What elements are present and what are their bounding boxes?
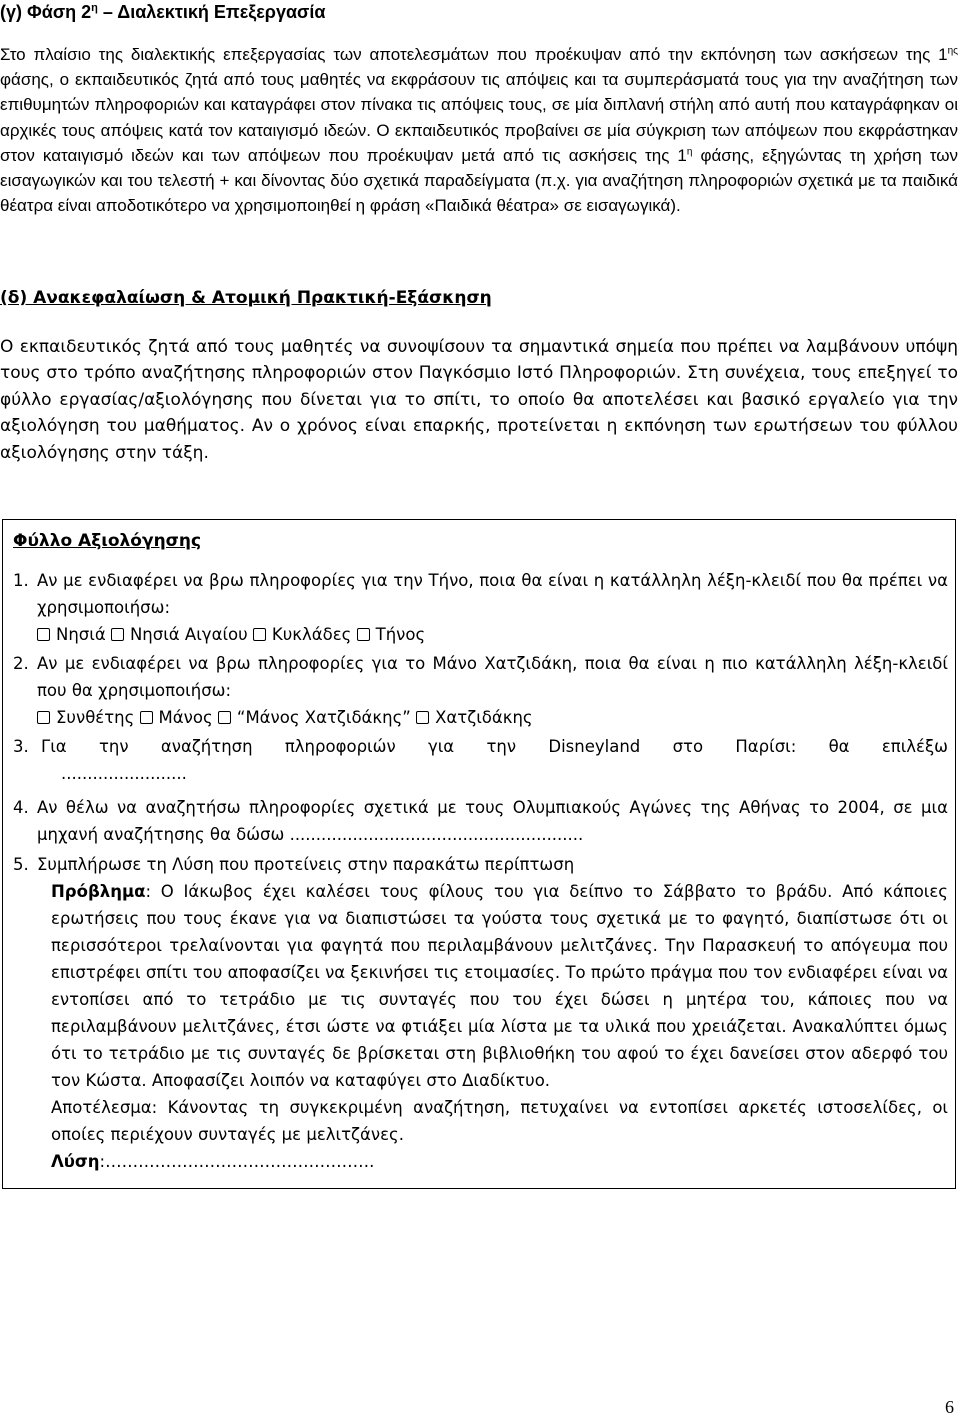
checkbox-icon <box>218 711 231 724</box>
checkbox-icon <box>253 628 266 641</box>
phase2-paragraph <box>0 42 958 218</box>
problem-text: : Ο Ιάκωβος έχει καλέσει τους φίλους του για δείπνο το Σάββατο το βράδυ. Από κάποιες ερωτήσεις που τους έκανε για να διαπιστώσει τα γούστα τους σχετικά με το φαγητό, διαπίστωσε ότι οι περισσότεροι τρελαίνονται για φαγητά που περιλαμβάνουν μελιτζάνες. Την Παρασκευή το απόγευμα που επιστρέφει σπίτι του αποφασίζει να ξεκινήσει τις ετοιμασίες. Το πρώτο πράγμα που τον ενδιαφέρει είναι να εντοπίσει από το τετράδιο με τις συνταγές που του έχει δώσει η μητέρα του, κάποιες που να περιλαμβάνουν μελιτζάνες, έτσι ώστε να φτιάξει μία λίστα με τα υλικά που χρειάζεται. Ανακαλύπτει όμως ότι το τετράδιο με τις συνταγές δε βρίσκεται στη βιβλιοθήκη του αφού το έχει δανείσει στον αδερφό του τον Κώστα. Αποφασίζει λοιπόν να καταφύγει στο Διαδίκτυο. <box>51 882 948 1090</box>
solution-label: Λύση <box>51 1152 100 1171</box>
checkbox-icon <box>140 711 153 724</box>
question-number: 3. <box>13 737 29 756</box>
question-2 <box>13 650 948 731</box>
phase2-text-c: φάσης, εξηγώντας τη χρήση των εισαγωγικών και του τελεστή + και δίνοντας δύο σχετικά παραδείγματα (π.χ. για αναζήτηση πληροφοριών σχετικά με τα παιδικά θέατρα είναι αποδοτικότερο να χρησιμοποιηθεί η φράση «Παιδικά θέατρα» σε εισαγωγικά). <box>0 145 959 216</box>
worksheet-box <box>2 519 956 1189</box>
result-paragraph: Αποτέλεσμα: Κάνοντας τη συγκεκριμένη αναζήτηση, πετυχαίνει να εντοπίσει αρκετές ιστοσελίδες, οι οποίες περιέχουν συνταγές με μελιτζάνες. <box>51 1098 948 1144</box>
option-label: Νησιά Αιγαίου <box>129 625 248 644</box>
worksheet-title: Φύλλο Αξιολόγησης <box>13 531 202 551</box>
question-4 <box>13 794 948 848</box>
question-2-options <box>37 704 948 731</box>
option-label: “Μάνος Χατζιδάκης” <box>236 708 411 727</box>
phase2-sup-b: η <box>686 146 693 158</box>
question-3 <box>13 733 948 787</box>
problem-paragraph <box>51 878 948 1094</box>
question-1-options <box>37 621 948 648</box>
phase2-heading-sup: η <box>91 2 98 14</box>
checkbox-icon <box>111 628 124 641</box>
option-checkbox[interactable] <box>37 625 106 644</box>
page-number: 6 <box>945 1397 954 1417</box>
question-5 <box>13 851 948 1175</box>
option-checkbox[interactable] <box>140 708 213 727</box>
checkbox-icon <box>37 711 50 724</box>
option-checkbox[interactable] <box>416 708 533 727</box>
option-label: Συνθέτης <box>56 708 135 727</box>
solution-blank[interactable]: :…………………………………………. <box>99 1152 375 1171</box>
question-text: Αν με ενδιαφέρει να βρω πληροφορίες για την Τήνο, ποια θα είναι η κατάλληλη λέξη-κλειδί που θα πρέπει να χρησιμοποιήσω: <box>37 571 948 617</box>
phase2-heading <box>0 0 960 24</box>
phase2-sup-a: ης <box>947 45 958 57</box>
question-intro: Συμπλήρωσε τη Λύση που προτείνεις στην παρακάτω περίπτωση <box>37 855 575 874</box>
option-label: Νησιά <box>56 625 106 644</box>
summary-paragraph: Ο εκπαιδευτικός ζητά από τους μαθητές να συνοψίσουν τα σημαντικά σημεία που πρέπει να λαμβάνουν υπόψη τους στο τρόπο αναζήτησης πληροφοριών στον Παγκόσμιο Ιστό Πληροφοριών. Στη συνέχεια, τους επεξηγεί το φύλλο εργασίας/αξιολόγησης που δίνεται για το σπίτι, το οποίο θα αποτελέσει και βασικό εργαλείο για την αξιολόγηση του μαθήματος. Αν ο χρόνος είναι επαρκής, προτείνεται η εκπόνηση των ερωτήσεων του φύλλου αξιολόγησης στην τάξη. <box>0 337 958 463</box>
checkbox-icon <box>357 628 370 641</box>
question-number: 4. <box>13 798 29 817</box>
question-number: 1. <box>13 571 29 590</box>
question-text: Αν με ενδιαφέρει να βρω πληροφορίες για το Μάνο Χατζιδάκη, ποια θα είναι η πιο κατάλληλη λέξη-κλειδί που θα χρησιμοποιήσω: <box>37 654 948 700</box>
option-checkbox[interactable] <box>37 708 134 727</box>
option-checkbox[interactable] <box>218 708 411 727</box>
option-checkbox[interactable] <box>111 625 248 644</box>
question-number: 2. <box>13 654 29 673</box>
question-text: Για την αναζήτηση πληροφοριών για την Disneyland στο Παρίσι: θα επιλέξω <box>41 737 948 756</box>
phase2-heading-suffix: – Διαλεκτική Επεξεργασία <box>97 2 326 22</box>
phase2-text-b: φάσης, ο εκπαιδευτικός ζητά από τους μαθητές να εκφράσουν τις απόψεις και τα συμπεράσματά τους για την αναζήτηση των επιθυμητών πληροφοριών και καταγράφει στον πίνακα τις απόψεις τους, σε μία διπλανή στήλη από αυτή που καταγράφηκαν οι αρχικές τους απόψεις κατά τον καταιγισμό ιδεών. Ο εκπαιδευτικός προβαίνει σε μία σύγκριση των απόψεων που εκφράστηκαν στον καταιγισμό ιδεών και των απόψεων που προέκυψαν μετά από τις ασκήσεις της 1 <box>0 70 958 165</box>
checkbox-icon <box>416 711 429 724</box>
phase2-text-a: Στο πλαίσιο της διαλεκτικής επεξεργασίας των αποτελεσμάτων που προέκυψαν από την εκπόνηση των ασκήσεων της 1 <box>0 45 948 64</box>
question-1 <box>13 567 948 648</box>
answer-blank[interactable]: ........................ <box>61 764 187 783</box>
question-number: 5. <box>13 855 29 874</box>
summary-heading: (δ) Ανακεφαλαίωση & Ατομική Πρακτική-Εξάσκηση <box>0 288 492 308</box>
phase2-heading-prefix: (γ) Φάση 2 <box>0 2 92 22</box>
option-checkbox[interactable] <box>357 625 426 644</box>
problem-label: Πρόβλημα <box>51 882 146 901</box>
option-label: Κυκλάδες <box>271 625 352 644</box>
solution-line <box>51 1148 948 1175</box>
option-label: Χατζιδάκης <box>435 708 533 727</box>
question-text: Αν θέλω να αναζητήσω πληροφορίες σχετικά με τους Ολυμπιακούς Αγώνες της Αθήνας το 2004, σε μια μηχανή αναζήτησης θα δώσω ........................................................ <box>37 798 948 844</box>
option-label: Μάνος <box>158 708 213 727</box>
option-checkbox[interactable] <box>253 625 351 644</box>
option-label: Τήνος <box>375 625 426 644</box>
checkbox-icon <box>37 628 50 641</box>
